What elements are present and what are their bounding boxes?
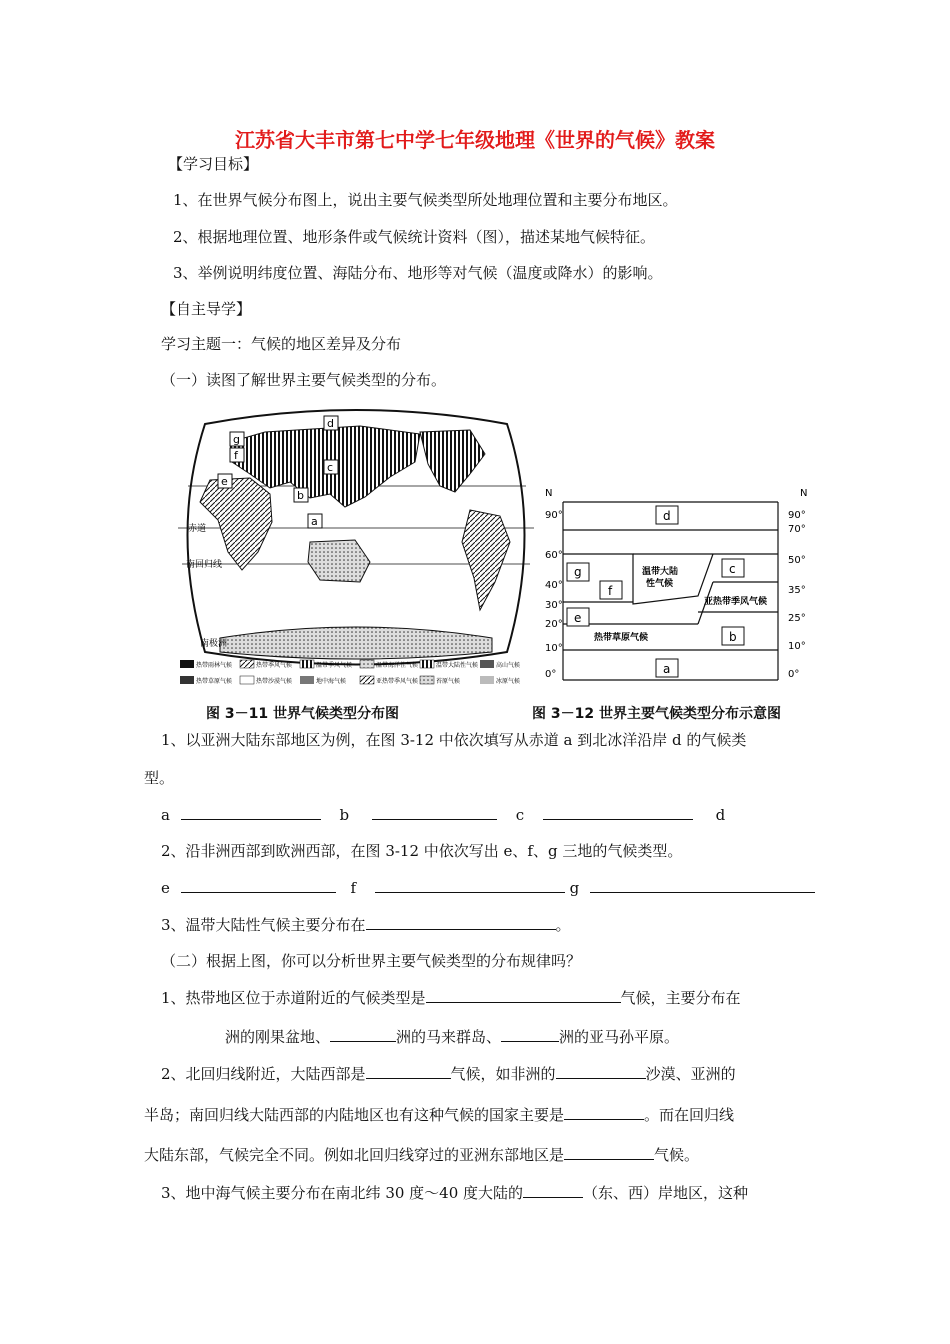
n-right: N xyxy=(800,488,808,499)
world-climate-map xyxy=(170,402,542,698)
answer-blank-rainforest[interactable] xyxy=(426,988,621,1003)
answer-blank-monsoon[interactable] xyxy=(564,1145,654,1160)
page-title: 江苏省大丰市第七中学七年级地理《世界的气候》教案 xyxy=(235,128,715,152)
q2-answer-row: e f g xyxy=(161,878,815,897)
svg-text:25°: 25° xyxy=(788,613,806,624)
self-study-heading: 【自主导学】 xyxy=(161,300,252,318)
antarctica-label: 南极洲 xyxy=(200,639,228,649)
tropic-label: 南回归线 xyxy=(186,560,223,570)
svg-text:热带沙漠气候: 热带沙漠气候 xyxy=(256,678,293,685)
answer-blank-coast[interactable] xyxy=(523,1183,583,1198)
r1-line2: 洲的刚果盆地、 洲的马来群岛、 洲的亚马孙平原。 xyxy=(225,1028,680,1046)
answer-blank-sahara[interactable] xyxy=(556,1064,646,1079)
diagram-caption: 图 3－12 世界主要气候类型分布示意图 xyxy=(532,706,781,722)
map-letter-c: c xyxy=(327,461,334,474)
svg-text:冰原气候: 冰原气候 xyxy=(496,678,521,685)
svg-text:90°: 90° xyxy=(545,510,563,521)
map-letter-e: e xyxy=(221,475,228,488)
svg-text:70°: 70° xyxy=(788,524,806,535)
svg-text:10°: 10° xyxy=(788,641,806,652)
goal-item: 3、举例说明纬度位置、海陆分布、地形等对气候（温度或降水）的影响。 xyxy=(173,264,663,282)
svg-text:0°: 0° xyxy=(545,669,557,680)
answer-blank-c[interactable] xyxy=(543,805,693,820)
svg-text:热带季风气候: 热带季风气候 xyxy=(256,662,293,669)
answer-blank-country[interactable] xyxy=(564,1105,644,1120)
svg-text:10°: 10° xyxy=(545,643,563,654)
svg-text:亚热带季风气候: 亚热带季风气候 xyxy=(376,678,419,685)
answer-blank-continental[interactable] xyxy=(366,915,556,930)
svg-text:0°: 0° xyxy=(788,669,800,680)
answer-blank-desert-climate[interactable] xyxy=(366,1064,451,1079)
box-b: b xyxy=(729,630,737,644)
goal-item: 1、在世界气候分布图上，说出主要气候类型所处地理位置和主要分布地区。 xyxy=(173,191,678,209)
svg-text:温带季风气候: 温带季风气候 xyxy=(316,662,353,669)
svg-text:地中海气候: 地中海气候 xyxy=(316,678,347,685)
map-letter-d: d xyxy=(327,417,334,430)
map-letter-b: b xyxy=(297,489,304,502)
answer-blank-g[interactable] xyxy=(590,878,815,893)
answer-blank-a[interactable] xyxy=(181,805,321,820)
answer-blank-continent3[interactable] xyxy=(501,1027,559,1042)
svg-text:性气候: 性气候 xyxy=(646,579,674,589)
q1-answer-row: a b c d xyxy=(161,806,726,824)
box-d: d xyxy=(663,509,671,523)
answer-blank-b[interactable] xyxy=(372,805,497,820)
r1-line: 1、热带地区位于赤道附近的气候类型是 气候，主要分布在 xyxy=(161,989,741,1007)
learning-goals-heading: 【学习目标】 xyxy=(168,155,259,173)
svg-text:30°: 30° xyxy=(545,600,563,611)
answer-blank-f[interactable] xyxy=(375,878,565,893)
svg-text:热带草原气候: 热带草原气候 xyxy=(196,678,233,685)
answer-blank-e[interactable] xyxy=(181,878,336,893)
map-legend xyxy=(180,660,520,685)
svg-text:温带海洋性气候: 温带海洋性气候 xyxy=(376,662,419,669)
svg-text:60°: 60° xyxy=(545,550,563,561)
box-g: g xyxy=(574,565,582,579)
topic-line: 学习主题一：气候的地区差异及分布 xyxy=(161,335,402,353)
q1-line2: 型。 xyxy=(144,769,175,787)
map-letter-g: g xyxy=(233,433,240,446)
svg-text:温带大陆性气候: 温带大陆性气候 xyxy=(436,662,479,669)
zone-continental: 温带大陆 xyxy=(642,567,679,577)
map-letter-a: a xyxy=(311,515,318,528)
r2-line2: 半岛；南回归线大陆西部的内陆地区也有这种气候的国家主要是 。而在回归线 xyxy=(144,1106,735,1124)
q1-line1: 1、以亚洲大陆东部地区为例，在图 3-12 中依次填写从赤道 a 到北冰洋沿岸 d 的气候类 xyxy=(161,731,747,749)
svg-text:50°: 50° xyxy=(788,555,806,566)
zone-savanna: 热带草原气候 xyxy=(594,633,649,643)
diagram-boxes xyxy=(567,506,744,677)
part2-line: （二）根据上图，你可以分析世界主要气候类型的分布规律吗？ xyxy=(161,952,582,970)
goal-item: 2、根据地理位置、地形条件或气候统计资料（图），描述某地气候特征。 xyxy=(173,228,656,246)
svg-text:40°: 40° xyxy=(545,580,563,591)
map-caption: 图 3－11 世界气候类型分布图 xyxy=(206,706,399,722)
r3-line: 3、地中海气候主要分布在南北纬 30 度～40 度大陆的 （东、西）岸地区，这种 xyxy=(161,1184,749,1202)
equator-label: 赤道 xyxy=(188,524,207,534)
r2-line3: 大陆东部，气候完全不同。例如北回归线穿过的亚洲东部地区是 气候。 xyxy=(144,1146,700,1164)
n-left: N xyxy=(545,488,553,499)
svg-text:高山气候: 高山气候 xyxy=(496,662,521,669)
q2-line: 2、沿非洲西部到欧洲西部，在图 3-12 中依次写出 e、f、g 三地的气候类型。 xyxy=(161,842,683,860)
part1-line: （一）读图了解世界主要气候类型的分布。 xyxy=(161,371,447,389)
box-c: c xyxy=(729,562,736,576)
svg-text:35°: 35° xyxy=(788,585,806,596)
box-a: a xyxy=(663,662,671,676)
map-letter-f: f xyxy=(234,449,238,462)
svg-text:苔原气候: 苔原气候 xyxy=(436,678,461,685)
answer-blank-continent2[interactable] xyxy=(330,1027,396,1042)
box-e: e xyxy=(574,611,582,625)
q3-line: 3、温带大陆性气候主要分布在 。 xyxy=(161,916,571,934)
svg-text:热带雨林气候: 热带雨林气候 xyxy=(196,662,233,669)
svg-text:20°: 20° xyxy=(545,619,563,630)
box-f: f xyxy=(608,584,613,598)
climate-schematic-diagram xyxy=(538,484,838,689)
svg-text:90°: 90° xyxy=(788,510,806,521)
r2-line1: 2、北回归线附近，大陆西部是 气候，如非洲的 沙漠、亚洲的 xyxy=(161,1065,736,1083)
zone-monsoon: 亚热带季风气候 xyxy=(704,597,768,607)
